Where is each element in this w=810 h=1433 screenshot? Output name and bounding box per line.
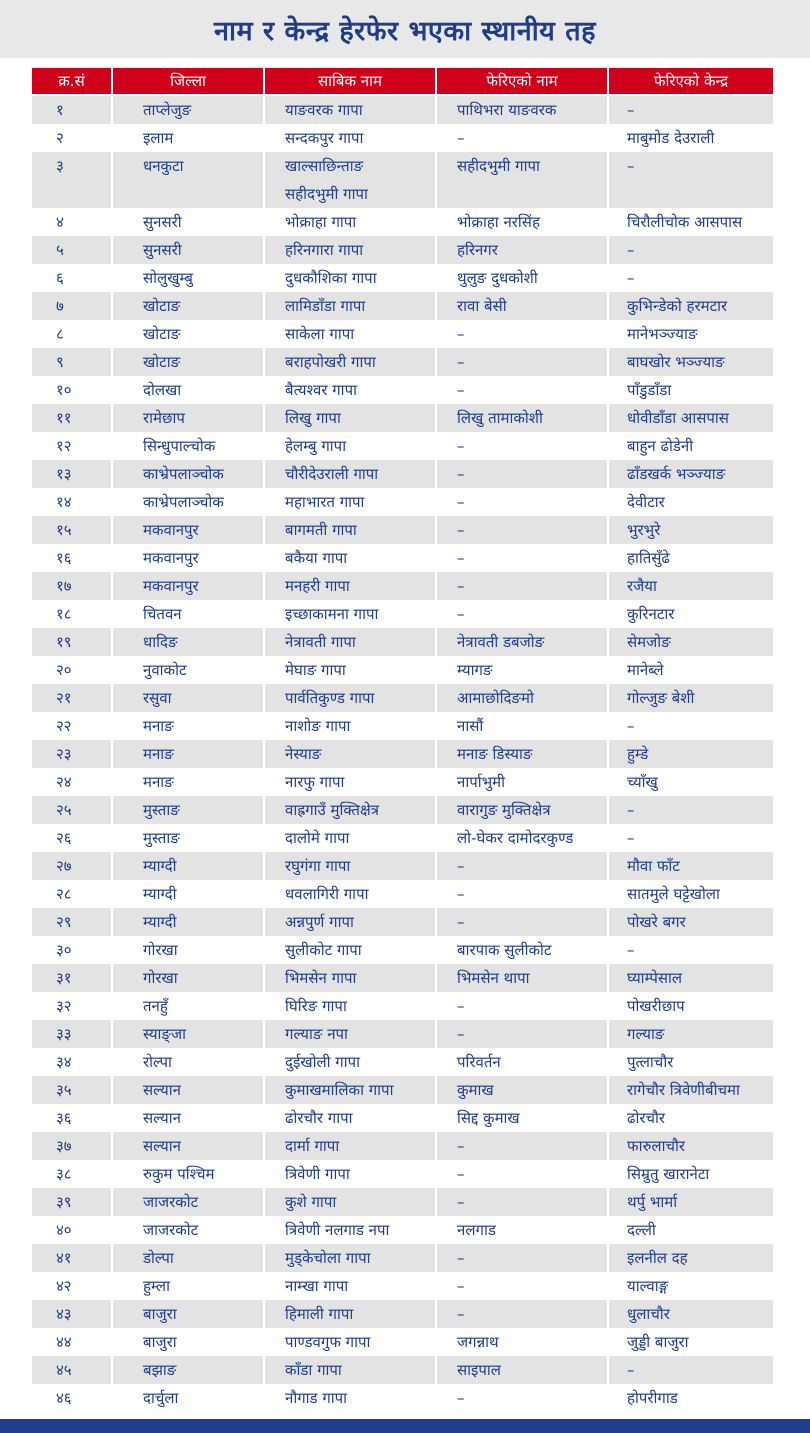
cell-old-name: बकैया गापा <box>265 544 435 572</box>
cell-new-center: रागेचौर त्रिवेणीबीचमा <box>609 1076 773 1104</box>
cell-serial-number: २१ <box>32 684 111 712</box>
cell-serial-number: ४० <box>32 1216 111 1244</box>
cell-district: मकवानपुर <box>113 516 263 544</box>
cell-new-center: – <box>609 1356 773 1384</box>
table-row <box>32 600 768 628</box>
title-bar <box>0 0 810 58</box>
cell-new-center: धोवीडाँडा आसपास <box>609 404 773 432</box>
cell-serial-number: ३२ <box>32 992 111 1020</box>
cell-new-center: थर्पु भार्मा <box>609 1188 773 1216</box>
cell-new-center: सातमुले घट्टेखोला <box>609 880 773 908</box>
cell-serial-number: ७ <box>32 292 111 320</box>
cell-new-center: हातिसुँढे <box>609 544 773 572</box>
cell-district: बाजुरा <box>113 1328 263 1356</box>
cell-new-center: – <box>609 236 773 264</box>
cell-district: मनाङ <box>113 712 263 740</box>
cell-district: म्याग्दी <box>113 880 263 908</box>
cell-serial-number: ३८ <box>32 1160 111 1188</box>
cell-serial-number: ३ <box>32 152 111 208</box>
cell-new-name: साइपाल <box>437 1356 607 1384</box>
cell-old-name: भिमसेन गापा <box>265 964 435 992</box>
cell-new-center: मानेभञ्ज्याङ <box>609 320 773 348</box>
table-row <box>32 1300 768 1328</box>
cell-new-center: पोखरीछाप <box>609 992 773 1020</box>
cell-new-center: इलनील दह <box>609 1244 773 1272</box>
cell-serial-number: ४२ <box>32 1272 111 1300</box>
cell-new-center: घ्याम्पेसाल <box>609 964 773 992</box>
cell-new-name: बारपाक सुलीकोट <box>437 936 607 964</box>
cell-district: डोल्पा <box>113 1244 263 1272</box>
header-new-center: फेरिएको केन्द्र <box>609 68 773 94</box>
cell-new-center: – <box>609 152 773 208</box>
cell-new-center: – <box>609 796 773 824</box>
cell-serial-number: २५ <box>32 796 111 824</box>
cell-serial-number: १० <box>32 376 111 404</box>
cell-old-name: नेस्याङ <box>265 740 435 768</box>
page-title: नाम र केन्द्र हेरफेर भएका स्थानीय तह <box>214 15 596 47</box>
cell-new-name: लिखु तामाकोशी <box>437 404 607 432</box>
table-row <box>32 376 768 404</box>
cell-old-name: सन्दकपुर गापा <box>265 124 435 152</box>
table-row <box>32 768 768 796</box>
table-row <box>32 964 768 992</box>
cell-new-name: – <box>437 1020 607 1048</box>
table-row <box>32 1104 768 1132</box>
cell-new-name: लो-घेकर दामोदरकुण्ड <box>437 824 607 852</box>
table-row <box>32 544 768 572</box>
cell-new-center: रजैया <box>609 572 773 600</box>
cell-old-name: काँडा गापा <box>265 1356 435 1384</box>
cell-new-center: सेमजोङ <box>609 628 773 656</box>
cell-district: मनाङ <box>113 740 263 768</box>
cell-old-name-line: सहीदभुमी गापा <box>285 185 368 203</box>
cell-old-name: सुलीकोट गापा <box>265 936 435 964</box>
cell-new-name: नलगाड <box>437 1216 607 1244</box>
cell-new-name: – <box>437 1160 607 1188</box>
table-row <box>32 712 768 740</box>
cell-new-name: परिवर्तन <box>437 1048 607 1076</box>
cell-new-center: ढोरचौर <box>609 1104 773 1132</box>
cell-district: सिन्धुपाल्चोक <box>113 432 263 460</box>
cell-new-name: भोक्राहा नरसिंह <box>437 208 607 236</box>
cell-district: मुस्ताङ <box>113 824 263 852</box>
cell-serial-number: ११ <box>32 404 111 432</box>
cell-new-name: – <box>437 600 607 628</box>
cell-new-name: – <box>437 488 607 516</box>
cell-new-center: – <box>609 824 773 852</box>
cell-serial-number: २९ <box>32 908 111 936</box>
cell-old-name-line: खाल्साछिन्ताङ <box>285 157 364 175</box>
cell-new-name: नार्पाभुमी <box>437 768 607 796</box>
table-row <box>32 348 768 376</box>
table-row <box>32 908 768 936</box>
cell-new-name: वारागुङ मुक्तिक्षेत्र <box>437 796 607 824</box>
cell-district: जाजरकोट <box>113 1216 263 1244</box>
cell-old-name: गल्याङ नपा <box>265 1020 435 1048</box>
cell-serial-number: ३६ <box>32 1104 111 1132</box>
cell-old-name: दुधकौशिका गापा <box>265 264 435 292</box>
cell-new-center: याल्वाङ्ग <box>609 1272 773 1300</box>
cell-serial-number: १४ <box>32 488 111 516</box>
cell-district: काभ्रेपलाञ्चोक <box>113 488 263 516</box>
cell-new-name: मनाङ डिस्याङ <box>437 740 607 768</box>
table-row <box>32 1076 768 1104</box>
cell-serial-number: २३ <box>32 740 111 768</box>
table-row <box>32 488 768 516</box>
cell-serial-number: १ <box>32 96 111 124</box>
cell-new-name: – <box>437 320 607 348</box>
cell-district: तनहुँ <box>113 992 263 1020</box>
cell-new-name: म्यागङ <box>437 656 607 684</box>
cell-serial-number: ४४ <box>32 1328 111 1356</box>
cell-old-name: त्रिवेणी गापा <box>265 1160 435 1188</box>
cell-district: जाजरकोट <box>113 1188 263 1216</box>
cell-serial-number: ४१ <box>32 1244 111 1272</box>
table-row <box>32 1272 768 1300</box>
cell-new-center: चिरौलीचोक आसपास <box>609 208 773 236</box>
cell-serial-number: २८ <box>32 880 111 908</box>
table-row <box>32 152 768 208</box>
cell-new-name: हरिनगर <box>437 236 607 264</box>
cell-district: चितवन <box>113 600 263 628</box>
cell-serial-number: ४५ <box>32 1356 111 1384</box>
cell-serial-number: ३७ <box>32 1132 111 1160</box>
cell-old-name <box>265 152 435 208</box>
table-row <box>32 96 768 124</box>
cell-district: मकवानपुर <box>113 572 263 600</box>
cell-district: रुकुम पश्चिम <box>113 1160 263 1188</box>
cell-new-center: दल्ली <box>609 1216 773 1244</box>
cell-new-name: – <box>437 516 607 544</box>
cell-district: बझाङ <box>113 1356 263 1384</box>
table-row <box>32 1216 768 1244</box>
cell-district: सल्यान <box>113 1104 263 1132</box>
cell-new-center: – <box>609 712 773 740</box>
cell-old-name: ढोरचौर गापा <box>265 1104 435 1132</box>
table-body <box>32 96 768 1412</box>
table-row <box>32 460 768 488</box>
cell-district: दार्चुला <box>113 1384 263 1412</box>
table-header-row <box>32 68 768 94</box>
cell-district: ताप्लेजुङ <box>113 96 263 124</box>
cell-district: सल्यान <box>113 1132 263 1160</box>
cell-new-name: – <box>437 992 607 1020</box>
table-row <box>32 684 768 712</box>
cell-new-center: पुत्लाचौर <box>609 1048 773 1076</box>
table-row <box>32 124 768 152</box>
cell-district: रसुवा <box>113 684 263 712</box>
cell-new-name: – <box>437 1384 607 1412</box>
cell-old-name: हरिनगारा गापा <box>265 236 435 264</box>
cell-new-name: थुलुङ दुधकोशी <box>437 264 607 292</box>
cell-new-center: सिम्रुतु खारानेटा <box>609 1160 773 1188</box>
header-old-name: साबिक नाम <box>265 68 435 94</box>
cell-new-center: बाहुन ढोडेनी <box>609 432 773 460</box>
cell-new-center: मानेब्ले <box>609 656 773 684</box>
cell-old-name: इच्छाकामना गापा <box>265 600 435 628</box>
cell-new-name: आमाछोदिङमो <box>437 684 607 712</box>
table-row <box>32 1328 768 1356</box>
cell-new-center: कुभिन्डेको हरमटार <box>609 292 773 320</box>
cell-district: इलाम <box>113 124 263 152</box>
cell-old-name: बागमती गापा <box>265 516 435 544</box>
cell-new-name: – <box>437 1300 607 1328</box>
cell-old-name: नेत्रावती गापा <box>265 628 435 656</box>
cell-new-center: जुड्डी बाजुरा <box>609 1328 773 1356</box>
cell-serial-number: २४ <box>32 768 111 796</box>
cell-serial-number: २२ <box>32 712 111 740</box>
cell-district: खोटाङ <box>113 292 263 320</box>
table-row <box>32 852 768 880</box>
header-district: जिल्ला <box>113 68 263 94</box>
cell-serial-number: ३३ <box>32 1020 111 1048</box>
table-row <box>32 1356 768 1384</box>
cell-district: सल्यान <box>113 1076 263 1104</box>
table-row <box>32 208 768 236</box>
table-row <box>32 1160 768 1188</box>
cell-new-name: – <box>437 908 607 936</box>
cell-new-name: – <box>437 432 607 460</box>
cell-new-name: नासौं <box>437 712 607 740</box>
cell-serial-number: १६ <box>32 544 111 572</box>
cell-old-name: लिखु गापा <box>265 404 435 432</box>
cell-old-name: महाभारत गापा <box>265 488 435 516</box>
cell-new-center: च्याँखु <box>609 768 773 796</box>
cell-new-center: बाघखोर भञ्ज्याङ <box>609 348 773 376</box>
cell-new-name: – <box>437 348 607 376</box>
table-row <box>32 1020 768 1048</box>
cell-old-name: पार्वतिकुण्ड गापा <box>265 684 435 712</box>
cell-serial-number: ४६ <box>32 1384 111 1412</box>
cell-new-name: नेत्रावती डबजोङ <box>437 628 607 656</box>
cell-new-center: हुम्डे <box>609 740 773 768</box>
table-row <box>32 628 768 656</box>
cell-serial-number: ६ <box>32 264 111 292</box>
cell-serial-number: ९ <box>32 348 111 376</box>
table-row <box>32 992 768 1020</box>
cell-new-center: देवीटार <box>609 488 773 516</box>
table-row <box>32 1244 768 1272</box>
cell-serial-number: २६ <box>32 824 111 852</box>
cell-old-name: मुड्केचोला गापा <box>265 1244 435 1272</box>
cell-old-name: नाम्खा गापा <box>265 1272 435 1300</box>
cell-new-name: – <box>437 1272 607 1300</box>
cell-old-name: लामिडाँडा गापा <box>265 292 435 320</box>
cell-new-center: मौवा फाँट <box>609 852 773 880</box>
table-row <box>32 404 768 432</box>
cell-old-name: बराहपोखरी गापा <box>265 348 435 376</box>
cell-old-name: भोक्राहा गापा <box>265 208 435 236</box>
cell-district: सुनसरी <box>113 236 263 264</box>
table-row <box>32 292 768 320</box>
cell-district: सुनसरी <box>113 208 263 236</box>
cell-new-center: – <box>609 96 773 124</box>
cell-old-name: हेलम्बु गापा <box>265 432 435 460</box>
cell-new-name: – <box>437 460 607 488</box>
local-levels-table <box>32 68 768 1412</box>
cell-serial-number: २० <box>32 656 111 684</box>
cell-serial-number: ३९ <box>32 1188 111 1216</box>
cell-old-name: वाह्रगाउँ मुक्तिक्षेत्र <box>265 796 435 824</box>
cell-old-name: मनहरी गापा <box>265 572 435 600</box>
cell-district: रोल्पा <box>113 1048 263 1076</box>
cell-new-name: – <box>437 1188 607 1216</box>
table-row <box>32 880 768 908</box>
cell-new-name: पाथिभरा याङवरक <box>437 96 607 124</box>
cell-old-name: पाण्डवगुफ गापा <box>265 1328 435 1356</box>
cell-old-name: दालोमे गापा <box>265 824 435 852</box>
cell-new-name: – <box>437 376 607 404</box>
cell-district: मुस्ताङ <box>113 796 263 824</box>
table-row <box>32 796 768 824</box>
cell-new-center: पोखरे बगर <box>609 908 773 936</box>
cell-serial-number: १९ <box>32 628 111 656</box>
cell-new-name: सहीदभुमी गापा <box>437 152 607 208</box>
cell-new-name: – <box>437 572 607 600</box>
cell-district: गोरखा <box>113 936 263 964</box>
cell-serial-number: ८ <box>32 320 111 348</box>
cell-new-center: होपरीगाड <box>609 1384 773 1412</box>
cell-district: मनाङ <box>113 768 263 796</box>
cell-district: काभ्रेपलाञ्चोक <box>113 460 263 488</box>
cell-serial-number: ४ <box>32 208 111 236</box>
cell-serial-number: ३५ <box>32 1076 111 1104</box>
cell-district: स्याङ्जा <box>113 1020 263 1048</box>
cell-old-name: घिरिङ गापा <box>265 992 435 1020</box>
cell-serial-number: ३० <box>32 936 111 964</box>
table-row <box>32 1188 768 1216</box>
cell-new-center: – <box>609 264 773 292</box>
cell-new-name: जगन्नाथ <box>437 1328 607 1356</box>
cell-new-center: भुरभुरे <box>609 516 773 544</box>
table-row <box>32 264 768 292</box>
cell-old-name: दुईखोली गापा <box>265 1048 435 1076</box>
cell-old-name: दार्मा गापा <box>265 1132 435 1160</box>
cell-old-name: अन्नपुर्ण गापा <box>265 908 435 936</box>
table-row <box>32 516 768 544</box>
cell-new-name: – <box>437 1244 607 1272</box>
cell-new-name: सिद्द कुमाख <box>437 1104 607 1132</box>
cell-serial-number: १५ <box>32 516 111 544</box>
cell-new-name: – <box>437 880 607 908</box>
cell-old-name: त्रिवेणी नलगाड नपा <box>265 1216 435 1244</box>
cell-new-center: गोल्जुङ बेशी <box>609 684 773 712</box>
footer-bar <box>0 1419 810 1433</box>
cell-district: म्याग्दी <box>113 908 263 936</box>
table-row <box>32 824 768 852</box>
cell-serial-number: १८ <box>32 600 111 628</box>
cell-old-name: याङवरक गापा <box>265 96 435 124</box>
cell-new-name: – <box>437 852 607 880</box>
cell-new-center: धुलाचौर <box>609 1300 773 1328</box>
table-row <box>32 656 768 684</box>
cell-new-center: – <box>609 936 773 964</box>
cell-new-center: माबुमोड देउराली <box>609 124 773 152</box>
cell-new-name: – <box>437 544 607 572</box>
cell-serial-number: २ <box>32 124 111 152</box>
table-row <box>32 740 768 768</box>
table-row <box>32 1048 768 1076</box>
cell-serial-number: ५ <box>32 236 111 264</box>
cell-district: धादिङ <box>113 628 263 656</box>
cell-district: सोलुखुम्बु <box>113 264 263 292</box>
table-row <box>32 1132 768 1160</box>
cell-district: मकवानपुर <box>113 544 263 572</box>
cell-old-name: नारफु गापा <box>265 768 435 796</box>
cell-district: नुवाकोट <box>113 656 263 684</box>
cell-district: गोरखा <box>113 964 263 992</box>
cell-old-name: नौगाड गापा <box>265 1384 435 1412</box>
table-row <box>32 572 768 600</box>
table-row <box>32 1384 768 1412</box>
cell-district: बाजुरा <box>113 1300 263 1328</box>
cell-new-name: रावा बेसी <box>437 292 607 320</box>
cell-serial-number: ३४ <box>32 1048 111 1076</box>
cell-old-name: बैत्यश्वर गापा <box>265 376 435 404</box>
cell-serial-number: १२ <box>32 432 111 460</box>
cell-serial-number: २७ <box>32 852 111 880</box>
table-row <box>32 936 768 964</box>
cell-district: धनकुटा <box>113 152 263 208</box>
cell-district: म्याग्दी <box>113 852 263 880</box>
cell-new-center: पाँडुडाँडा <box>609 376 773 404</box>
cell-old-name: नाशोङ गापा <box>265 712 435 740</box>
cell-serial-number: ३१ <box>32 964 111 992</box>
cell-district: खोटाङ <box>113 348 263 376</box>
cell-new-center: फारुलाचौर <box>609 1132 773 1160</box>
cell-old-name: रघुगंगा गापा <box>265 852 435 880</box>
cell-old-name: मेघाङ गापा <box>265 656 435 684</box>
cell-district: खोटाङ <box>113 320 263 348</box>
table-row <box>32 320 768 348</box>
header-new-name: फेरिएको नाम <box>437 68 607 94</box>
cell-new-center: गल्याङ <box>609 1020 773 1048</box>
cell-new-name: – <box>437 124 607 152</box>
table-row <box>32 236 768 264</box>
cell-serial-number: १७ <box>32 572 111 600</box>
cell-old-name: साकेला गापा <box>265 320 435 348</box>
cell-new-center: कुरिनटार <box>609 600 773 628</box>
cell-new-name: कुमाख <box>437 1076 607 1104</box>
cell-old-name: हिमाली गापा <box>265 1300 435 1328</box>
cell-new-name: भिमसेन थापा <box>437 964 607 992</box>
cell-new-name: – <box>437 1132 607 1160</box>
cell-district: हुम्ला <box>113 1272 263 1300</box>
cell-old-name: कुमाखमालिका गापा <box>265 1076 435 1104</box>
cell-serial-number: १३ <box>32 460 111 488</box>
cell-old-name: धवलागिरी गापा <box>265 880 435 908</box>
cell-old-name: कुशे गापा <box>265 1188 435 1216</box>
cell-old-name: चौरीदेउराली गापा <box>265 460 435 488</box>
cell-district: दोलखा <box>113 376 263 404</box>
cell-serial-number: ४३ <box>32 1300 111 1328</box>
cell-district: रामेछाप <box>113 404 263 432</box>
header-serial-number: क्र.सं <box>32 68 111 94</box>
table-row <box>32 432 768 460</box>
cell-new-center: ढाँडखर्क भञ्ज्याङ <box>609 460 773 488</box>
